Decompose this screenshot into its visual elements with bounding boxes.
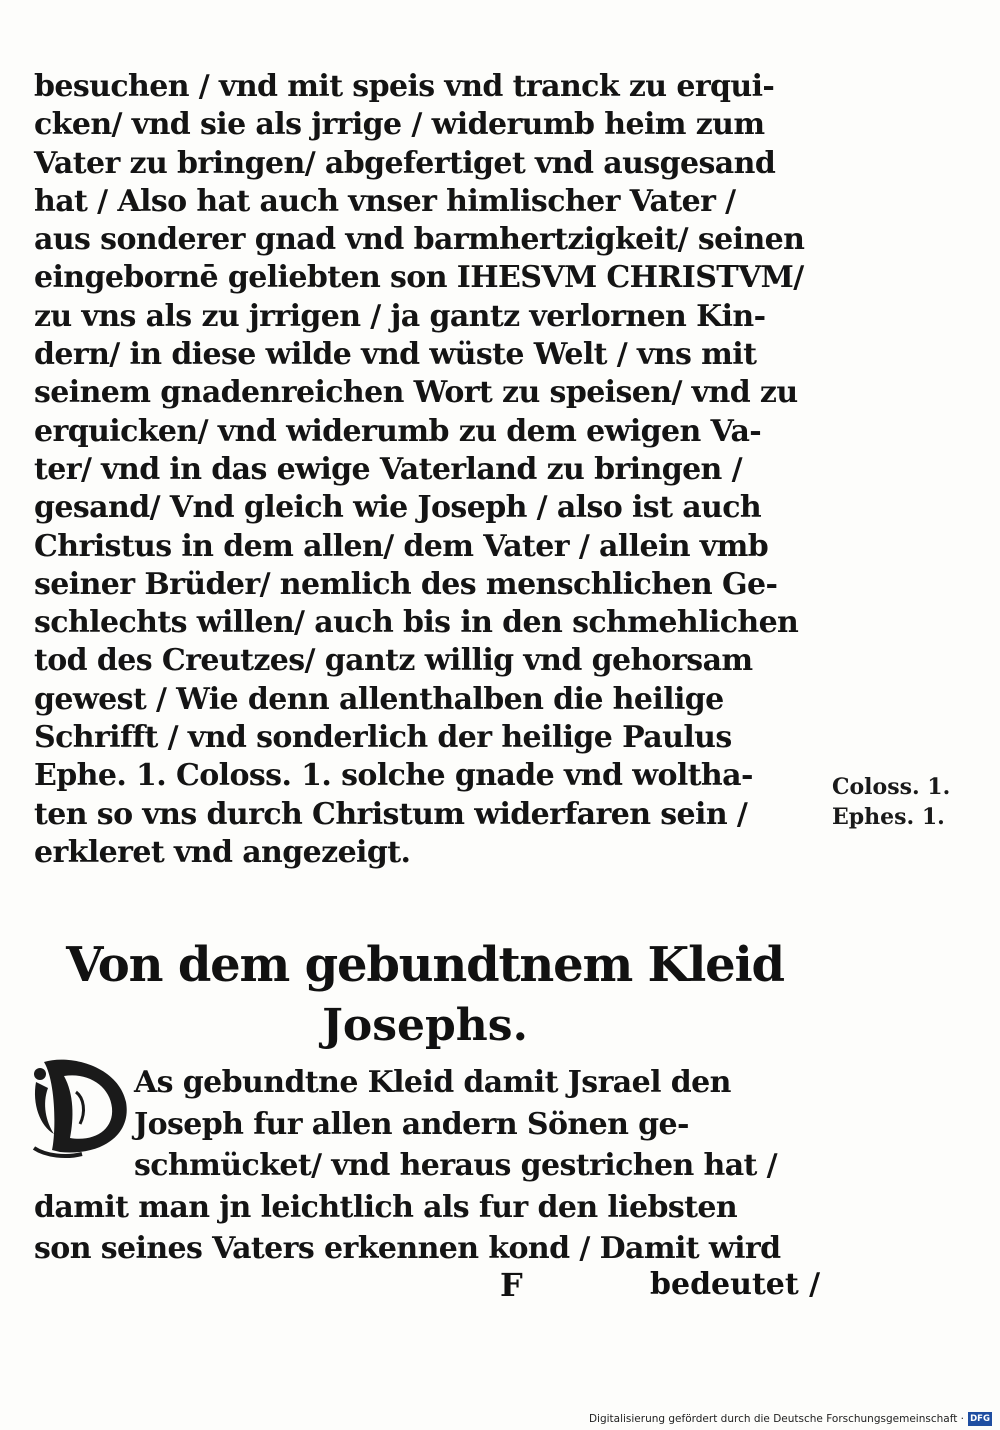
text-line: Schrifft / vnd sonderlich der heilige Paulus <box>34 720 732 756</box>
text-line: hat / Also hat auch vnser himlischer Vater / <box>34 183 736 219</box>
text-line: schmücket/ vnd heraus gestrichen hat / <box>134 1148 778 1183</box>
margin-note-line: Coloss. 1. <box>832 774 951 800</box>
text-line: son seines Vaters erkennen kond / Damit wird <box>34 1231 781 1266</box>
text-line: cken/ vnd sie als jrrige / widerumb heim zum <box>34 107 765 143</box>
paragraph-joseph-kleid <box>34 1062 824 1270</box>
footer-text: Digitalisierung gefördert durch die Deutsche Forschungsgemeinschaft · <box>588 1413 964 1425</box>
text-line: gesand/ Vnd gleich wie Joseph / also ist auch <box>34 490 762 526</box>
text-line: erkleret vnd angezeigt. <box>34 834 411 870</box>
section-heading: Von dem gebundtnem Kleid <box>66 937 784 993</box>
text-line: Christus in dem allen/ dem Vater / allein vmb <box>34 528 769 564</box>
text-line: seiner Brüder/ nemlich des menschlichen Ge- <box>34 566 778 602</box>
text-line: Vater zu bringen/ abgefertiget vnd ausgesand <box>34 145 776 181</box>
text-line: ten so vns durch Christum widerfaren sein / <box>34 796 748 832</box>
text-line: besuchen / vnd mit speis vnd tranck zu erqui- <box>34 69 775 104</box>
text-line: seinem gnadenreichen Wort zu speisen/ vnd zu <box>34 375 798 411</box>
text-line: erquicken/ vnd widerumb zu dem ewigen Va- <box>34 413 762 449</box>
text-line: aus sonderer gnad vnd barmhertzigkeit/ seinen <box>34 222 805 258</box>
margin-note <box>832 772 972 832</box>
text-line: As gebundtne Kleid damit Jsrael den <box>134 1065 731 1100</box>
signature-mark: F <box>500 1266 523 1304</box>
margin-note-line: Ephes. 1. <box>832 804 945 830</box>
text-line: eingebornē geliebten son IHESVM CHRISTVM/ <box>34 260 804 296</box>
text-line: Joseph fur allen andern Sönen ge- <box>134 1106 689 1142</box>
text-line: dern/ in diese wilde vnd wüste Welt / vns mit <box>34 337 757 373</box>
text-line: zu vns als zu jrrigen / ja gantz verlornen Kin- <box>34 298 766 334</box>
text-line: tod des Creutzes/ gantz willig vnd gehorsam <box>34 643 753 679</box>
digitization-footer <box>589 1410 992 1428</box>
page-foot-line <box>0 1265 850 1305</box>
text-line: Ephe. 1. Coloss. 1. solche gnade vnd woltha- <box>34 758 753 794</box>
section-heading-continued: Josephs. <box>322 1000 528 1051</box>
text-line: damit man jn leichtlich als fur den liebsten <box>34 1189 738 1225</box>
text-line: ter/ vnd in das ewige Vaterland zu bringen / <box>34 451 742 487</box>
dfg-logo: DFG <box>968 1412 992 1426</box>
catchword: bedeutet / <box>650 1267 821 1302</box>
text-line: schlechts willen/ auch bis in den schmehlichen <box>34 605 799 641</box>
main-text-block <box>34 68 824 872</box>
text-line: gewest / Wie denn allenthalben die heilige <box>34 681 724 717</box>
